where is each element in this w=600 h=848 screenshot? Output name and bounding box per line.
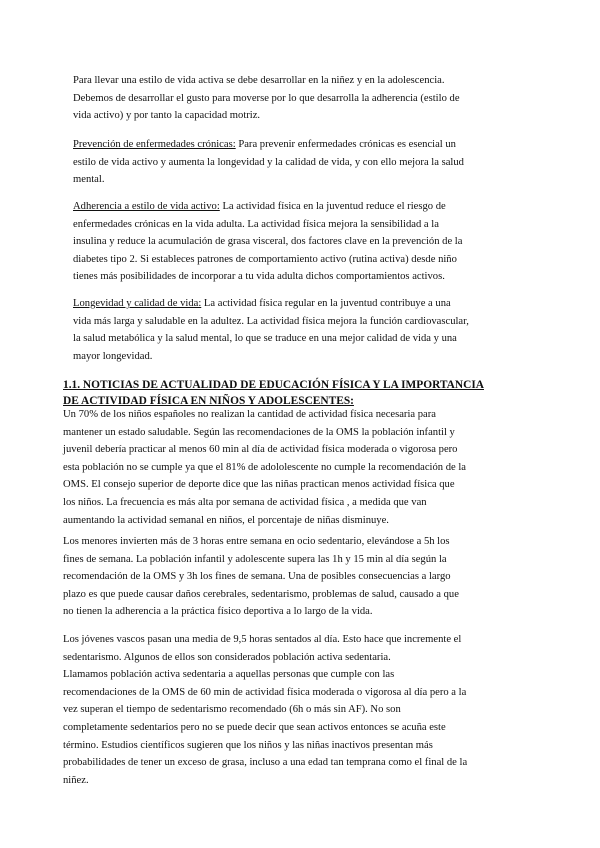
longevity-paragraph [73,295,533,365]
paragraph-line: diabetes tipo 2. Si estableces patrones de comportamiento activo (rutina activa) desde niño [73,253,457,265]
paragraph-line: Los jóvenes vascos pasan una media de 9,5 horas sentados al día. Esto hace que incremente el [63,634,462,645]
intro-paragraph [73,72,533,125]
basque-youth-paragraph [63,631,533,789]
paragraph-line: fines de semana. La población infantil y adolescente supera las 1h y 15 min al día según la [63,553,447,565]
paragraph-line: tienes más posibilidades de incorporar a tu vida adulta dichos comportamientos activos. [73,271,445,283]
paragraph-line: término. Estudios científicos sugieren que los niños y las niñas inactivos presentan más [63,739,433,751]
paragraph-line: aumentando la actividad semanal en niños, el porcentaje de niñas disminuye. [63,514,389,526]
paragraph-line: La actividad física en la juventud reduce el riesgo de [219,201,446,212]
statistics-paragraph [63,406,533,529]
paragraph-line: Un 70% de los niños españoles no realizan la cantidad de actividad física necesaria para [63,409,436,420]
paragraph-line: plazo es que puede causar daños cerebrales, sedentarismo, problemas de salud, causado a que [63,588,459,600]
paragraph-line: La actividad física regular en la juventud contribuye a una [201,298,451,309]
section-heading [63,377,533,409]
paragraph-line: vez superan el tiempo de sedentarismo recomendado (6h o más sin AF). No son [63,704,401,716]
paragraph-line: Los menores invierten más de 3 horas entre semana en ocio sedentario, elevándose a 5h los [63,536,450,547]
paragraph-line: insulina y reduce la acumulación de grasa visceral, dos factores clave en la prevención de la [73,236,463,248]
heading-line: 1.1. NOTICIAS DE ACTUALIDAD DE EDUCACIÓN FÍSICA Y LA IMPORTANCIA [63,379,484,391]
paragraph-line: juvenil debería practicar al menos 60 min al día de actividad física moderada o vigorosa pero [63,444,458,456]
paragraph-line: los niños. La frecuencia es más alta por semana de actividad física , a medida que van [63,496,427,508]
heading-line: DE ACTIVIDAD FÍSICA EN NIÑOS Y ADOLESCENTES: [63,395,354,407]
paragraph-line: mental. [73,174,105,186]
paragraph-line: probabilidades de tener un exceso de grasa, incluso a una edad tan temprana como el final de la [63,757,468,769]
paragraph-line: estilo de vida activo y aumenta la longevidad y la calidad de vida, y con ello mejora la salud [73,156,464,168]
paragraph-line: enfermedades crónicas en la vida adulta. La actividad física mejora la sensibilidad a la [73,218,439,230]
sedentary-leisure-paragraph [63,533,533,621]
paragraph-line: completamente sedentarios pero no se puede decir que sean activos entonces se acuña este [63,721,446,733]
paragraph-line: vida más larga y saludable en la adultez. La actividad física mejora la función cardiovascular, [73,315,469,327]
adherence-paragraph [73,198,533,286]
chronic-disease-paragraph [73,136,533,189]
paragraph-line: la salud metabólica y la salud mental, lo que se traduce en una mejor calidad de vida y una [73,333,457,345]
intro-line: Debemos de desarrollar el gusto para moverse por lo que desarrolla la adherencia (estilo de [73,92,460,104]
paragraph-line: esta población no se cumple ya que el 81% de adololescente no cumple la recomendación de la [63,461,466,473]
paragraph-line: sedentarismo. Algunos de ellos son considerados población activa sedentaria. [63,651,391,663]
intro-line: vida activo) y por tanto la capacidad motriz. [73,110,261,122]
paragraph-line: mayor longevidad. [73,350,153,362]
paragraph-line: recomendaciones de la OMS de 60 min de actividad física moderada o vigorosa al día pero a la [63,686,467,698]
chronic-disease-title: Prevención de enfermedades crónicas: [73,139,236,150]
paragraph-line: recomendación de la OMS y 3h los fines de semana. Una de posibles consecuencias a largo [63,571,451,583]
paragraph-line: Llamamos población activa sedentaria a aquellas personas que cumple con las [63,669,395,681]
paragraph-line: mantener un estado saludable. Según las recomendaciones de la OMS la población infantil y [63,426,455,438]
intro-line: Para llevar una estilo de vida activa se debe desarrollar en la niñez y en la adolescencia. [73,75,445,86]
longevity-title: Longevidad y calidad de vida: [73,298,202,309]
paragraph-line: Para prevenir enfermedades crónicas es esencial un [235,139,456,150]
paragraph-line: OMS. El consejo superior de deporte dice que las niñas practican menos actividad física que [63,479,455,491]
paragraph-line: niñez. [63,774,89,786]
adherence-title: Adherencia a estilo de vida activo: [73,201,220,212]
paragraph-line: no tienen la adherencia a la práctica físico deportiva a lo largo de la vida. [63,606,373,618]
